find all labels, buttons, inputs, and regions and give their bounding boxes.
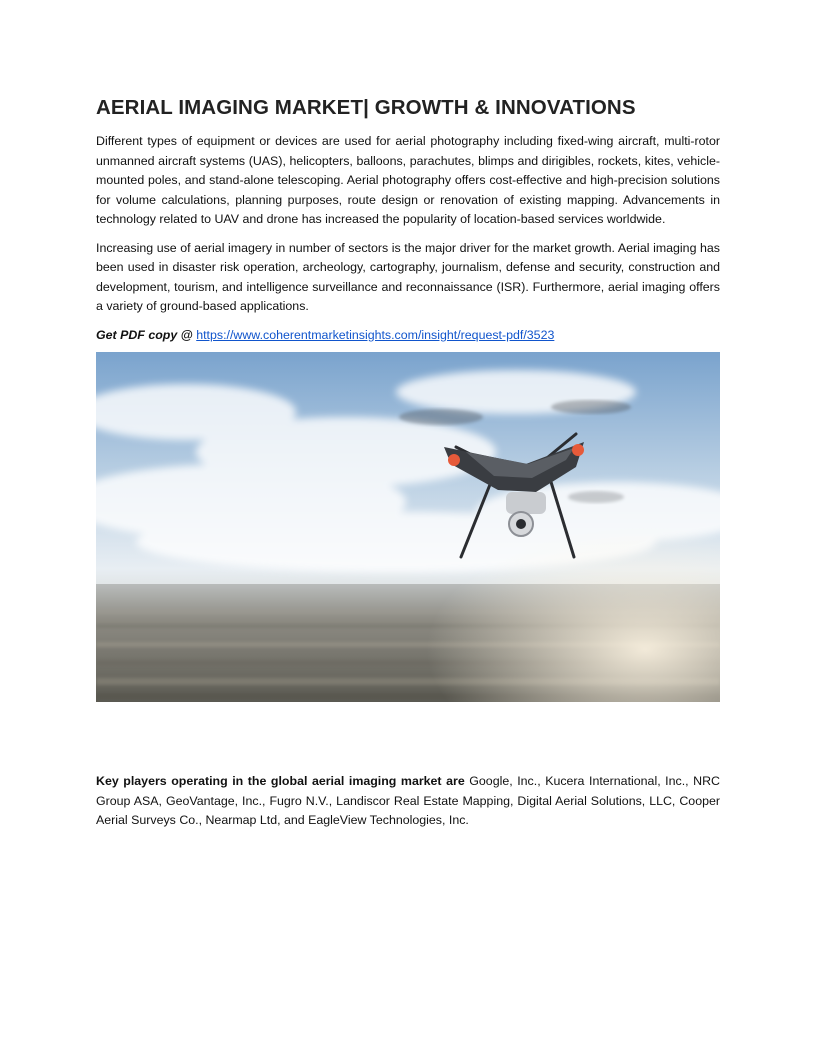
drone-hero-image	[96, 352, 720, 702]
article-body	[96, 96, 720, 840]
market-driver-paragraph: Increasing use of aerial imagery in number of sectors is the major driver for the market growth. Aerial imaging has been used in disaster risk operation, archeology, cartography, journalism, defense and security, construction and development, tourism, and intelligence surveillance and reconnaissance (ISR). Furthermore, aerial imaging offers a variety of ground-based applications.	[96, 240, 720, 313]
pdf-request-link[interactable]: https://www.coherentmarketinsights.com/insight/request-pdf/3523	[196, 327, 555, 342]
intro-paragraph: Different types of equipment or devices are used for aerial photography including fixed-wing aircraft, multi-rotor unmanned aircraft systems (UAS), helicopters, balloons, parachutes, blimps and dirigibles, rockets, kites, vehicle-mounted poles, and stand-alone telescoping. Aerial photography offers cost-effective and high-precision solutions for volume calculations, planning purposes, route design or renovation of existing mapping. Advancements in technology related to UAV and drone has increased the popularity of location-based services worldwide.	[96, 134, 720, 226]
key-players-lead: Key players operating in the global aerial imaging market are	[96, 774, 465, 788]
key-players-list: Google, Inc., Kucera International, Inc., NRC Group ASA, GeoVantage, Inc., Fugro N.V., Landiscor Real Estate Mapping, Digital Aerial Solutions, LLC, Cooper Aerial Surveys Co., Nearmap Ltd, and EagleView Technologies, Inc.	[96, 774, 720, 827]
key-players-paragraph	[96, 772, 720, 831]
pdf-copy-line	[96, 326, 720, 346]
page-title: AERIAL IMAGING MARKET| GROWTH & INNOVATIONS	[96, 96, 636, 119]
pdf-copy-label: Get PDF copy @	[96, 327, 193, 342]
